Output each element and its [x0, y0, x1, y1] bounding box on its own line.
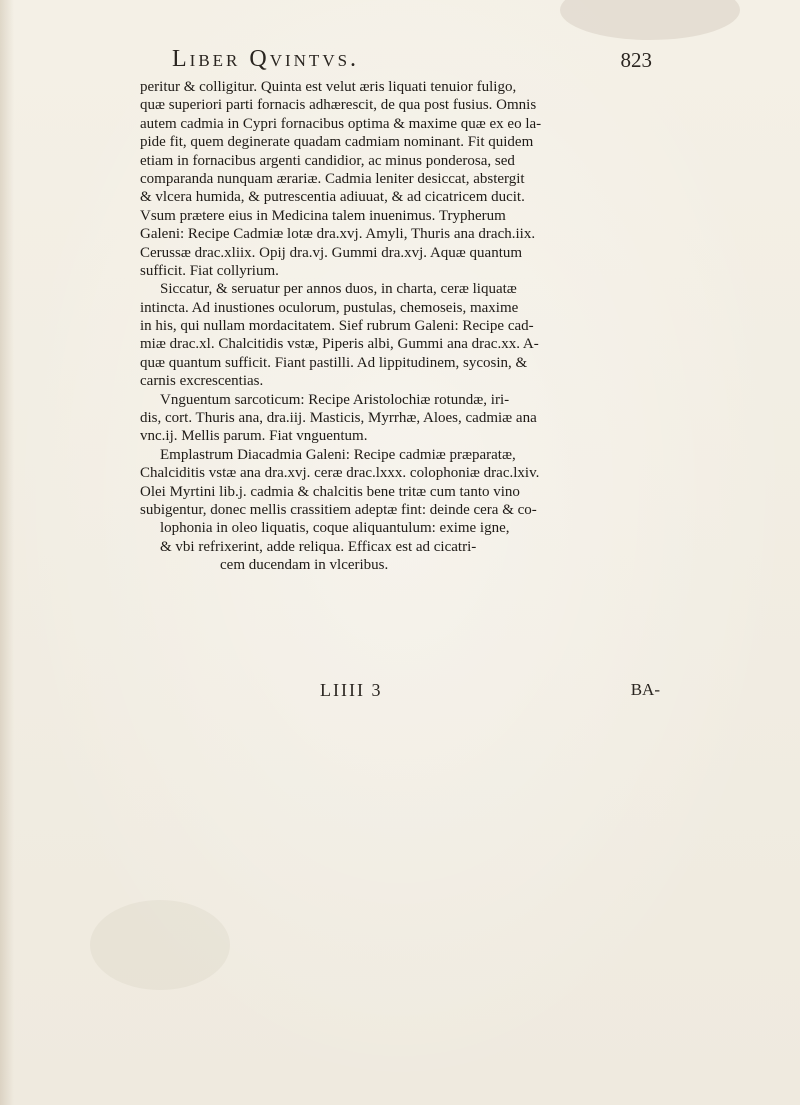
text-line: Vnguentum sarcoticum: Recipe Aristolochiæ rotundæ, iri-: [160, 391, 510, 408]
text-line: carnis excrescentias.: [140, 373, 264, 390]
text-line: sufficit. Fiat collyrium.: [140, 262, 279, 279]
text-line: Vsum prætere eius in Medicina talem inuenimus. Trypherum: [140, 207, 506, 224]
running-head: [172, 46, 652, 82]
catchword: BA-: [630, 680, 660, 699]
text-line: vnc.ij. Mellis parum. Fiat vnguentum.: [140, 428, 368, 445]
text-line: Chalciditis vstæ ana dra.xvj. ceræ drac.lxxx. colophoniæ drac.lxiv.: [140, 465, 540, 482]
text-line: pide fit, quem deginerate quadam cadmiam nominant. Fit quidem: [140, 134, 534, 151]
text-line: Emplastrum Diacadmia Galeni: Recipe cadmiæ præparatæ,: [160, 446, 516, 463]
body-text: [140, 78, 670, 575]
text-line: Galeni: Recipe Cadmiæ lotæ dra.xvj. Amyli, Thuris ana drach.iix.: [140, 226, 536, 243]
page-number: 823: [620, 48, 652, 72]
page-edge-left: [0, 0, 14, 1105]
paper-stain: [560, 0, 740, 40]
text-line: Siccatur, & seruatur per annos duos, in charta, ceræ liquatæ: [160, 281, 517, 298]
text-line: peritur & colligitur. Quinta est velut æris liquati tenuior fuligo,: [140, 79, 517, 95]
text-line: etiam in fornacibus argenti candidior, ac minus ponderosa, sed: [140, 152, 515, 169]
text-line: & vbi refrixerint, adde reliqua. Efficax est ad cicatri-: [160, 538, 477, 555]
text-line: subigentur, donec mellis crassitiem adeptæ fint: deinde cera & co-: [140, 501, 537, 518]
text-line: quæ quantum sufficit. Fiant pastilli. Ad lippitudinem, sycosin, &: [140, 354, 528, 371]
signature-mark: LIIII 3: [320, 680, 383, 700]
text-line: intincta. Ad inustiones oculorum, pustulas, chemoseis, maxime: [140, 299, 519, 316]
running-title: Liber Qvintvs.: [172, 46, 360, 72]
text-line: autem cadmia in Cypri fornacibus optima & maxime quæ ex eo la-: [140, 115, 542, 132]
page-footer: [320, 680, 660, 710]
text-line: quæ superiori parti fornacis adhærescit, de qua post fusius. Omnis: [140, 97, 537, 114]
text-line: cem ducendam in vlceribus.: [220, 557, 389, 574]
text-line: in his, qui nullam mordacitatem. Sief rubrum Galeni: Recipe cad-: [140, 318, 534, 335]
text-line: dis, cort. Thuris ana, dra.iij. Masticis, Myrrhæ, Aloes, cadmiæ ana: [140, 410, 537, 427]
text-line: Cerussæ drac.xliix. Opij dra.vj. Gummi dra.xvj. Aquæ quantum: [140, 244, 523, 261]
text-line: lophonia in oleo liquatis, coque aliquantulum: exime igne,: [160, 520, 510, 537]
paper-stain: [90, 900, 230, 990]
text-line: & vlcera humida, & putrescentia adiuuat, & ad cicatricem ducit.: [140, 189, 525, 206]
text-line: Olei Myrtini lib.j. cadmia & chalcitis bene tritæ cum tanto vino: [140, 483, 520, 500]
text-line: comparanda nunquam ærariæ. Cadmia leniter desiccat, abstergit: [140, 170, 525, 187]
text-line: miæ drac.xl. Chalcitidis vstæ, Piperis albi, Gummi ana drac.xx. A-: [140, 336, 539, 353]
